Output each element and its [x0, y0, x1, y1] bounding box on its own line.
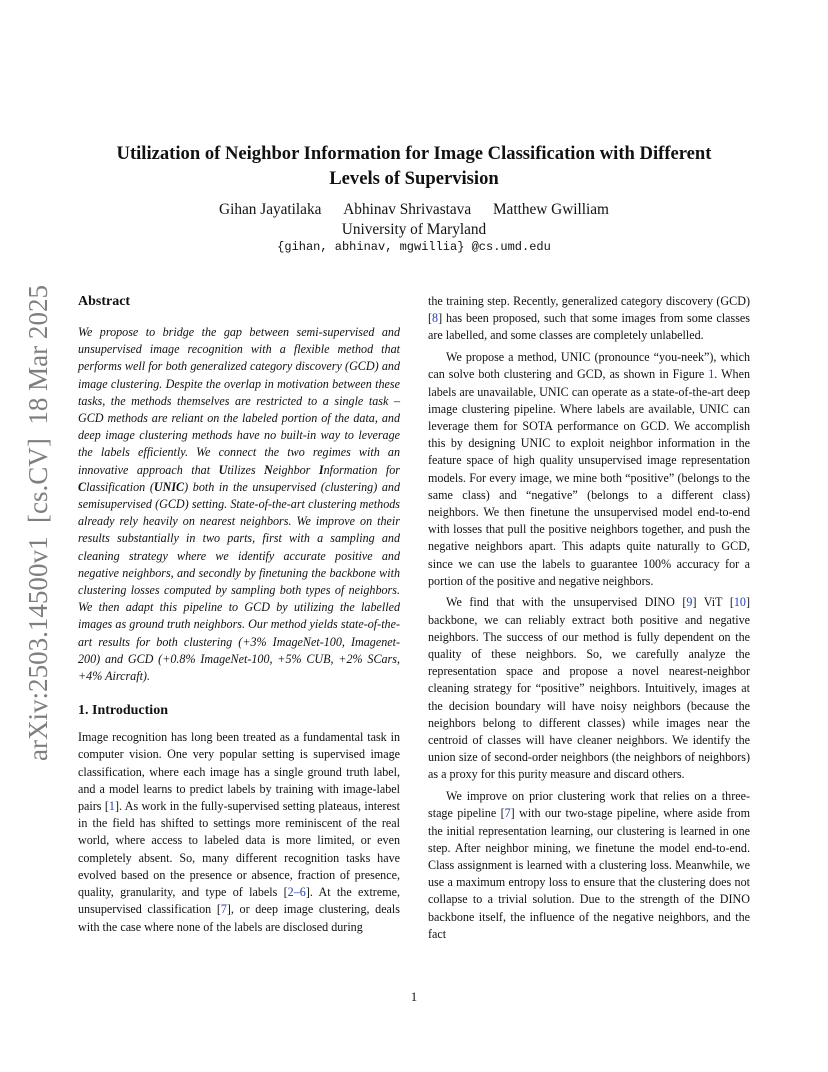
- title-line-2: Levels of Supervision: [329, 168, 499, 189]
- citation-link[interactable]: 7: [504, 806, 511, 821]
- abstract-heading: Abstract: [78, 294, 131, 309]
- section-heading-introduction: 1. Introduction: [78, 703, 168, 719]
- arxiv-stamp: [20, 283, 54, 761]
- citation-link[interactable]: 9: [686, 595, 693, 610]
- citation-link[interactable]: 10: [733, 595, 746, 610]
- author-name: Abhinav Shrivastava: [343, 201, 472, 218]
- author-name: Gihan Jayatilaka: [219, 201, 322, 218]
- abstract-text: We propose to bridge the gap between semi-supervised and unsupervised image recognition with a flexible method that performs well for both generalized category discovery (GCD) and image clustering. Despite the overlap in motivation between these tasks, the methods themselves are restricted to a single task – GCD methods are reliant on the labeled portion of the data, and deep image clustering methods have no built-in way to leverage the labels efficiently. We connect the two regimes with an innovative approach that Utilizes Neighbor Information for Classification (UNIC) both in the unsupervised (clustering) and semisupervised (GCD) setting. State-of-the-art clustering methods already rely heavily on nearest neighbors. We improve on their results substantially in two parts, first with a sampling and cleaning strategy where we identify accurate positive and negative neighbors, and secondly by finetuning the backbone with clustering losses computed by sampling both types of neighbors. We then adapt this pipeline to GCD by utilizing the labelled images as ground truth neighbors. Our method yields state-of-the-art results for both clustering (+3% ImageNet-100, Imagenet-200) and GCD (+0.8% ImageNet-100, +5% CUB, +2% SCars, +4% Aircraft).: [78, 325, 400, 684]
- author-email: {gihan, abhinav, mgwillia} @cs.umd.edu: [277, 240, 551, 254]
- left-column: [78, 292, 400, 936]
- citation-link[interactable]: 2–6: [287, 885, 306, 900]
- page-number: 1: [410, 990, 418, 1004]
- figure-link[interactable]: 1: [708, 367, 715, 382]
- body-paragraph: We improve on prior clustering work that relies on a three-stage pipeline [7] with our two-stage pipeline, where aside from the initial representation learning, our clustering is learned in one step. After neighbor mining, we finetune the model end-to-end. Class assignment is learned with a clustering loss. Meanwhile, we use a maximum entropy loss to ensure that the clustering does not collapse to a trivial solution. Due to the strength of the DINO backbone itself, the influence of the negative neighbors, and the fact: [428, 789, 750, 941]
- body-paragraph: the training step. Recently, generalized category discovery (GCD) [8] has been proposed, such that some images from some classes are labelled, and some classes are completely unlabelled.: [428, 294, 750, 343]
- intro-paragraph: Image recognition has long been treated as a fundamental task in computer vision. One very popular setting is supervised image classification, where each image has a single ground truth label, and a model learns to predict labels by training with image-label pairs [1]. As work in the fully-supervised setting plateaus, interest in the field has shifted to settings more reminiscent of the real world, where access to labeled data is more limited, or even completely absent. So, many different recognition tasks have evolved based on the presence or absence, fraction of presence, quality, granularity, and type of labels [2–6]. At the extreme, unsupervised classification [7], or deep image clustering, deals with the case where none of the labels are disclosed during: [78, 730, 401, 934]
- author-block: [0, 200, 828, 240]
- citation-link[interactable]: 7: [220, 902, 227, 917]
- body-paragraph: We propose a method, UNIC (pronounce “you-neek”), which can solve both clustering and GCD, as shown in Figure 1. When labels are unavailable, UNIC can operate as a state-of-the-art deep image clustering pipeline. Where labels are available, UNIC can leverage them for SOTA performance on GCD. We accomplish this by designing UNIC to exploit neighbor information in the feature space of high quality unsupervised image representation models. For every image, we mine both “positive” (belongs to the same class) and “negative” (belongs to a different class) neighbors. We then finetune the unsupervised model end-to-end with losses that pull the positive neighbors together, and push the negative neighbors apart. This adapts quite naturally to GCD, since we can use the labels to guarantee 100% accuracy for a portion of the positive and negative neighbors.: [428, 350, 750, 588]
- author-names: [0, 200, 828, 220]
- affiliation: University of Maryland: [341, 221, 487, 238]
- citation-link[interactable]: 1: [108, 799, 115, 814]
- body-paragraph: We find that with the unsupervised DINO [9] ViT [10] backbone, we can reliably extract both positive and negative neighbors. The success of our method is fully dependent on the quality of these neighbors. So, we carefully analyze the representation space and propose a novel nearest-neighbor cleaning strategy for “positive” neighbors. Intuitively, images at the decision boundary will have noisy neighbors (because the neighbors belong to different classes) while images near the centroid of classes will have cleaner neighbors. We identify the union size of second-order neighbors (the neighbors of neighbors) as a proxy for this purity measure and discard others.: [428, 595, 750, 782]
- author-name: Matthew Gwilliam: [492, 201, 609, 218]
- citation-link[interactable]: 8: [432, 311, 439, 326]
- paper-title: [0, 141, 828, 191]
- arxiv-stamp-text: arXiv:2503.14500v1 [cs.CV] 18 Mar 2025: [23, 285, 53, 761]
- right-column: [428, 293, 750, 943]
- title-line-1: Utilization of Neighbor Information for Image Classification with Different: [116, 143, 712, 164]
